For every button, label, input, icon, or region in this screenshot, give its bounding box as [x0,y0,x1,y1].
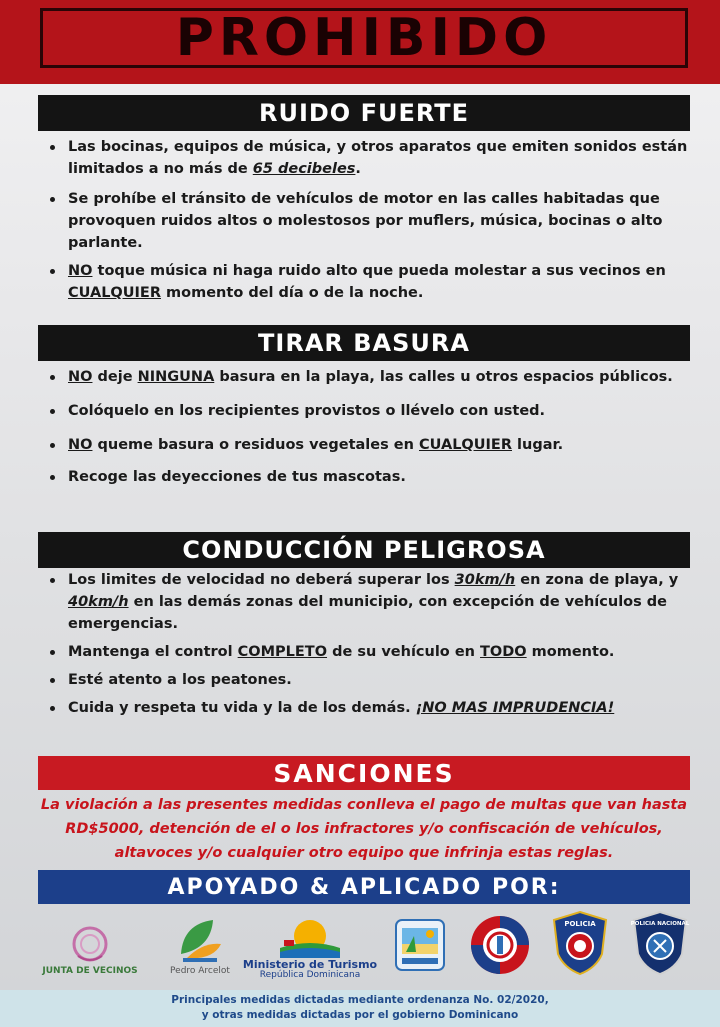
bullet-text: de su vehículo en [327,644,481,660]
emphasized-text: 40km/h [68,594,129,610]
emphasized-text: ¡NO MAS IMPRUDENCIA! [415,700,615,716]
emphasized-text: CUALQUIER [419,437,512,453]
sponsor-logos [30,908,700,988]
emphasized-text: COMPLETO [237,644,328,660]
bullet-dot [50,678,55,683]
emphasized-text: CUALQUIER [68,285,161,301]
section-body-tirar-basura [38,366,690,488]
bullet-dot [50,578,55,583]
bullet-dot [50,650,55,655]
emphasized-text: 30km/h [454,572,516,588]
bullet-text: queme basura o residuos vegetales en [92,437,419,453]
bullet-text: momento. [526,644,615,660]
junta-de-vecinos-icon [60,922,120,966]
bullet-item [38,400,690,422]
section-body-conduccion-peligrosa [38,569,690,719]
bullet-dot [50,197,55,202]
bullet-text: en zona de playa, y [515,572,679,588]
emphasized-text: NO [68,369,93,385]
bullet-text: basura en la playa, las calles u otros espacios públicos. [214,369,673,385]
bullet-dot [50,409,55,414]
bullet-text: Se prohíbe el tránsito de vehículos de motor en las calles habitadas que provoquen ruidos altos o molestosos por muflers, música, bocinas o alto parlante. [68,191,663,251]
bullet-text: en las demás zonas del municipio, con excepción de vehículos de emergencias. [68,594,668,632]
distrito-municipal-logo [160,908,240,988]
bullet-list [38,366,690,488]
distrito-leaf-icon [173,914,227,966]
bullet-text: toque música ni haga ruido alto que pueda molestar a sus vecinos en [92,263,666,279]
junta-de-vecinos-label: JUNTA DE VECINOS [42,966,138,976]
section-body-ruido-fuerte [38,136,690,304]
police-nacional-badge-icon [630,910,690,976]
ministerio-sublabel: República Dominicana [259,970,361,980]
bullet-dot [50,443,55,448]
footer-note [0,990,720,1027]
title-banner [0,0,720,84]
title-box [40,8,688,68]
emphasized-text: TODO [480,644,527,660]
bullet-item [38,188,690,254]
municipal-seal-icon [392,912,448,978]
bullet-dot [50,706,55,711]
police-badge-icon [550,910,610,976]
section-heading-conduccion-peligrosa: CONDUCCIÓN PELIGROSA [38,532,690,568]
apoyado-heading: APOYADO & APLICADO POR: [38,870,690,904]
emphasized-text: NO [68,263,93,279]
ministerio-turismo-logo [240,908,380,988]
sanciones-text: La violación a las presentes medidas conlleva el pago de multas que van hasta RD$5000, detención de el o los infractores y/o confiscación de vehículos, altavoces y/o cualquier otro equipo que infrinja estas reglas. [40,797,688,861]
bullet-text: Cuida y respeta tu vida y la de los demás. [68,700,416,716]
badge-text: POLICIA [564,920,596,928]
bullet-text: lugar. [512,437,564,453]
bullet-item [38,466,690,488]
bullet-text: Colóquelo en los recipientes provistos o llévelo con usted. [68,403,546,419]
emphasized-text: NO [68,437,93,453]
emphasized-text: 65 decibeles [252,161,356,177]
bullet-text: Mantenga el control [68,644,238,660]
bullet-item [38,697,690,719]
poster-title: PROHIBIDO [175,8,553,68]
junta-de-vecinos-logo [30,908,150,988]
bullet-text: Las bocinas, equipos de música, y otros aparatos que emiten sonidos están limitados a no más de [68,139,688,177]
policia-badge-1-logo [545,908,615,988]
bullet-text: . [355,161,361,177]
bullet-dot [50,375,55,380]
distrito-label: Pedro Arcelot [170,966,230,976]
bullet-dot [50,145,55,150]
bullet-text: deje [92,369,138,385]
sanciones-heading: SANCIONES [38,756,690,790]
bullet-item [38,434,690,456]
bullet-item [38,669,690,691]
bullet-item [38,569,690,635]
ministerio-label: Ministerio de Turismo [242,958,378,971]
policia-badge-2-logo [625,908,695,988]
bullet-item [38,366,690,388]
bullet-text: momento del día o de la noche. [161,285,424,301]
bullet-item [38,641,690,663]
ayuntamiento-seal-logo [385,908,455,988]
bullet-item [38,260,690,304]
bullet-list [38,136,690,304]
bullet-dot [50,269,55,274]
bullet-dot [50,475,55,480]
bullet-text: Esté atento a los peatones. [68,672,292,688]
section-heading-tirar-basura: TIRAR BASURA [38,325,690,361]
footer-line-2: y otras medidas dictadas por el gobierno Dominicano [201,1009,519,1021]
escudo-icon [469,914,531,976]
footer-line-1: Principales medidas dictadas mediante ordenanza No. 02/2020, [171,994,549,1006]
badge-text-2: POLICIA NACIONAL [630,921,690,927]
bullet-text: Recoge las deyecciones de tus mascotas. [68,469,406,485]
section-heading-ruido-fuerte: RUIDO FUERTE [38,95,690,131]
bullet-list [38,569,690,719]
emphasized-text: NINGUNA [137,369,215,385]
bullet-text: Los limites de velocidad no deberá superar los [68,572,455,588]
sun-icon [270,916,350,960]
bullet-item [38,136,690,180]
escudo-rd-logo [465,908,535,988]
